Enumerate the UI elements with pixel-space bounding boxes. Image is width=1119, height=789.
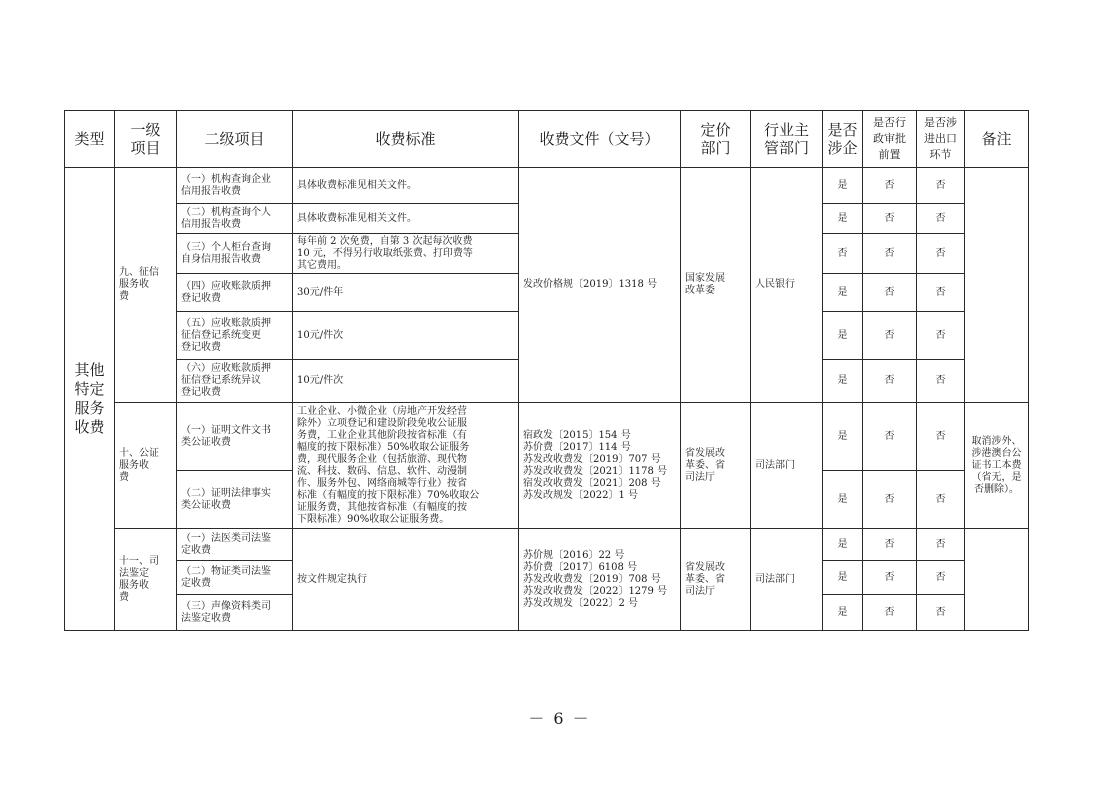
enterprise-cell: 是: [823, 360, 863, 403]
enterprise-cell: 是: [823, 274, 863, 312]
level1-credit: 九、征信 服务收 费: [115, 168, 177, 403]
import-export-cell: 否: [917, 561, 965, 595]
approval-cell: 否: [863, 204, 917, 234]
approval-cell: 否: [863, 168, 917, 204]
enterprise-cell: 是: [823, 168, 863, 204]
level2-item: （三）声像资料类司 法鉴定收费: [177, 595, 293, 631]
enterprise-cell: 是: [823, 529, 863, 561]
fee-table: [64, 110, 1029, 631]
level2-item: （一）法医类司法鉴 定收费: [177, 529, 293, 561]
document-cell: 发改价格规〔2019〕1318 号: [519, 168, 681, 403]
enterprise-cell: 是: [823, 561, 863, 595]
enterprise-cell: 否: [823, 234, 863, 274]
approval-cell: 否: [863, 360, 917, 403]
page-number: － 6 －: [528, 709, 591, 728]
approval-cell: 否: [863, 274, 917, 312]
approval-cell: 否: [863, 312, 917, 360]
approval-cell: 否: [863, 561, 917, 595]
table-row: [65, 529, 1029, 561]
header-standard: 收费标准: [293, 111, 519, 168]
import-export-cell: 否: [917, 471, 965, 529]
fee-table-container: [64, 110, 1029, 631]
table-row: [65, 168, 1029, 204]
industry-dept-cell: 司法部门: [751, 529, 823, 631]
approval-cell: 否: [863, 403, 917, 471]
header-involves-enterprise: 是否 涉企: [823, 111, 863, 168]
header-pricing-dept: 定价 部门: [681, 111, 751, 168]
level2-item: （四）应收账款质押 登记收费: [177, 274, 293, 312]
level2-item: （一）机构查询企业 信用报告收费: [177, 168, 293, 204]
enterprise-cell: 是: [823, 471, 863, 529]
enterprise-cell: 是: [823, 312, 863, 360]
header-row: [65, 111, 1029, 168]
industry-dept-cell: 司法部门: [751, 403, 823, 529]
header-industry-dept: 行业主 管部门: [751, 111, 823, 168]
document-cell: 宿政发〔2015〕154 号 苏价费〔2017〕114 号 苏发改收费发〔2019〕707 号 苏发改收费发〔2021〕1178 号 宿发改收费发〔2021〕208 号 苏发改规发〔2022〕1 号: [519, 403, 681, 529]
level1-forensic: 十一、司 法鉴定 服务收 费: [115, 529, 177, 631]
remarks-cell: [965, 529, 1029, 631]
import-export-cell: 否: [917, 403, 965, 471]
level2-item: （二）证明法律事实 类公证收费: [177, 471, 293, 529]
enterprise-cell: 是: [823, 204, 863, 234]
approval-cell: 否: [863, 234, 917, 274]
header-remarks: 备注: [965, 111, 1029, 168]
industry-dept-cell: 人民银行: [751, 168, 823, 403]
import-export-cell: 否: [917, 312, 965, 360]
level2-item: （一）证明文件文书 类公证收费: [177, 403, 293, 471]
level2-item: （三）个人柜台查询 自身信用报告收费: [177, 234, 293, 274]
level2-item: （五）应收账款质押 征信登记系统变更 登记收费: [177, 312, 293, 360]
approval-cell: 否: [863, 595, 917, 631]
standard-cell: 每年前 2 次免费，自第 3 次起每次收费 10 元，不得另行收取纸张费、打印费等 其它费用。: [293, 234, 519, 274]
import-export-cell: 否: [917, 168, 965, 204]
import-export-cell: 否: [917, 204, 965, 234]
table-row: [65, 403, 1029, 471]
header-document: 收费文件（文号）: [519, 111, 681, 168]
standard-cell: 10元/件次: [293, 312, 519, 360]
pricing-dept-cell: 省发展改 革委、省 司法厅: [681, 529, 751, 631]
import-export-cell: 否: [917, 595, 965, 631]
standard-cell: 工业企业、小微企业（房地产开发经营 除外）立项登记和建设阶段免收公证服 务费，工业企业其他阶段按省标准（有 幅度的按下限标准）50%收取公证服务 费，现代服务企业（包括旅游、现代物 流、科技、数码、信息、软件、动漫制 作、服务外包、网络商城等行业）按省 标准（有幅度的按下限标准）70%收取公 证服务费，其他按省标准（有幅度的按 下限标准）90%收取公证服务费。: [293, 403, 519, 529]
level1-notary: 十、公证 服务收 费: [115, 403, 177, 529]
import-export-cell: 否: [917, 529, 965, 561]
remarks-cell: [965, 168, 1029, 403]
pricing-dept-cell: 国家发展 改革委: [681, 168, 751, 403]
standard-cell: 按文件规定执行: [293, 529, 519, 631]
header-admin-approval: 是否行 政审批 前置: [863, 111, 917, 168]
standard-cell: 具体收费标准见相关文件。: [293, 168, 519, 204]
level2-item: （二）机构查询个人 信用报告收费: [177, 204, 293, 234]
level2-item: （六）应收账款质押 征信登记系统异议 登记收费: [177, 360, 293, 403]
header-import-export: 是否涉 进出口 环节: [917, 111, 965, 168]
enterprise-cell: 是: [823, 595, 863, 631]
standard-cell: 具体收费标准见相关文件。: [293, 204, 519, 234]
standard-cell: 10元/件次: [293, 360, 519, 403]
pricing-dept-cell: 省发展改 革委、省 司法厅: [681, 403, 751, 529]
header-level1: 一级 项目: [115, 111, 177, 168]
header-type: 类型: [65, 111, 115, 168]
header-level2: 二级项目: [177, 111, 293, 168]
standard-cell: 30元/件年: [293, 274, 519, 312]
level2-item: （二）物证类司法鉴 定收费: [177, 561, 293, 595]
enterprise-cell: 是: [823, 403, 863, 471]
import-export-cell: 否: [917, 360, 965, 403]
approval-cell: 否: [863, 471, 917, 529]
type-cell: 其他 特定 服务 收费: [65, 168, 115, 631]
import-export-cell: 否: [917, 274, 965, 312]
approval-cell: 否: [863, 529, 917, 561]
import-export-cell: 否: [917, 234, 965, 274]
remarks-cell: 取消涉外、 涉港澳台公 证书工本费 （省无，是 否删除）。: [965, 403, 1029, 529]
document-cell: 苏价规〔2016〕22 号 苏价费〔2017〕6108 号 苏发改收费发〔2019〕708 号 苏发改收费发〔2022〕1279 号 苏发改规发〔2022〕2 号: [519, 529, 681, 631]
